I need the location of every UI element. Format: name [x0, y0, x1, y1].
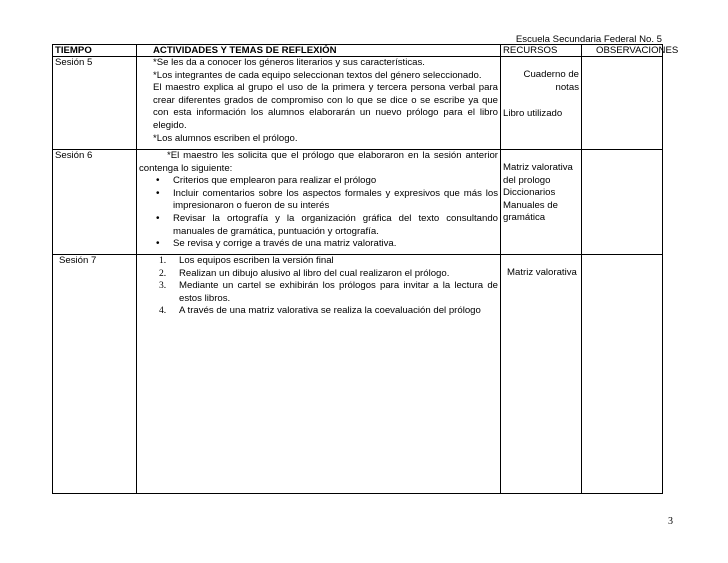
list-item-number: 4. — [159, 305, 167, 317]
list-item-text: Se revisa y corrige a través de una matriz valorativa. — [173, 238, 397, 250]
list-item-text: Mediante un cartel se exhibirán los prólogos para invitar a la lectura de estos libros. — [179, 280, 498, 304]
list-item-number: 2. — [159, 267, 167, 279]
activity-line: *Los alumnos escriben el prólogo. — [153, 132, 298, 144]
observations-cell — [582, 57, 663, 150]
list-item-text: Los equipos escriben la versión final — [179, 255, 334, 266]
session-cell: Sesión 5 — [53, 57, 137, 150]
list-item-number: 3. — [159, 280, 167, 292]
session-cell: Sesión 7 — [53, 255, 137, 494]
list-item — [159, 305, 498, 318]
bullet-icon: • — [156, 212, 160, 224]
activity-numbered-list — [139, 255, 498, 318]
list-item-text: Criterios que emplearon para realizar el prólogo — [173, 175, 377, 187]
table-row — [53, 255, 663, 494]
resource-item: Cuaderno de notas — [523, 69, 579, 93]
header-tiempo: TIEMPO — [53, 45, 137, 57]
list-item — [153, 238, 498, 251]
list-item-text: Realizan un dibujo alusivo al libro del cual realizaron el prólogo. — [179, 267, 450, 279]
activity-line: *Los integrantes de cada equipo seleccionan textos del género seleccionado. — [153, 69, 482, 81]
resources-cell — [501, 150, 582, 255]
list-item — [159, 255, 498, 268]
observations-cell — [582, 255, 663, 494]
header-recursos: RECURSOS — [501, 45, 582, 57]
bullet-icon: • — [156, 187, 160, 199]
bullet-icon: • — [156, 238, 160, 250]
session-cell: Sesión 6 — [53, 150, 137, 255]
list-item-text: Revisar la ortografía y la organización gráfica del texto consultando manuales de gramática, puntuación y ortografía. — [173, 212, 498, 237]
header-actividades: ACTIVIDADES Y TEMAS DE REFLEXIÓN — [137, 45, 501, 57]
activity-bullet-list — [139, 175, 498, 251]
list-item-text: A través de una matriz valorativa se realiza la coevaluación del prólogo — [179, 305, 481, 317]
list-item-text: Incluir comentarios sobre los aspectos formales y expresivos que más los impresionaron o fueron de su interés — [173, 187, 498, 212]
table-row — [53, 150, 663, 255]
list-item — [159, 268, 498, 281]
resource-item: Matriz valorativa del prologo — [503, 162, 573, 186]
resources-cell — [501, 57, 582, 150]
bullet-icon: • — [156, 175, 160, 187]
table-row — [53, 57, 663, 150]
resources-cell — [501, 255, 582, 494]
resource-item: Diccionarios — [503, 187, 556, 199]
list-item — [153, 175, 498, 188]
header-observaciones: OBSERVACIONES — [582, 45, 663, 57]
resource-item: Manuales de gramática — [503, 199, 558, 224]
list-item — [159, 280, 498, 305]
list-item — [153, 188, 498, 213]
school-name: Escuela Secundaria Federal No. 5 — [515, 34, 662, 45]
observations-cell — [582, 150, 663, 255]
resource-item: Matriz valorativa — [507, 267, 577, 278]
activity-line: *Se les da a conocer los géneros literarios y sus características. — [153, 57, 425, 68]
list-item-number: 1. — [159, 255, 167, 266]
activities-cell — [137, 57, 501, 150]
table-header-row — [53, 45, 663, 57]
activities-cell — [137, 150, 501, 255]
activities-cell — [137, 255, 501, 494]
resource-item: Libro utilizado — [503, 108, 563, 120]
activity-intro: *El maestro les solicita que el prólogo que elaboraron en la sesión anterior contenga lo siguiente: — [139, 150, 498, 174]
activity-line: El maestro explica al grupo el uso de la primera y tercera persona verbal para crear diferentes grados de compromiso con lo que se dice o se escribe ya que con esta información los alumnos elaborarán un nuevo prólogo para el libro elegido. — [153, 82, 498, 131]
lesson-plan-table — [52, 44, 679, 494]
lesson-plan-table-container — [52, 44, 679, 494]
list-item — [153, 213, 498, 238]
page-number: 3 — [668, 516, 673, 527]
